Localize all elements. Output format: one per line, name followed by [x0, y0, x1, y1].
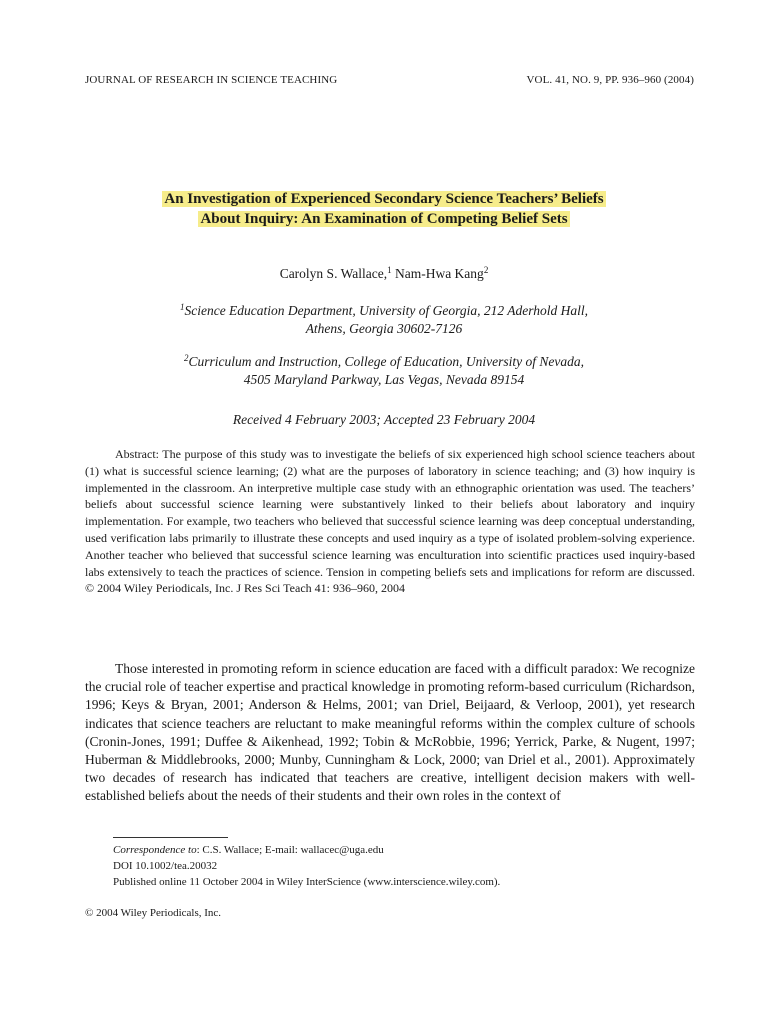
article-title [0, 189, 768, 229]
title-line-2: About Inquiry: An Examination of Competing Belief Sets [200, 211, 568, 227]
running-head [85, 74, 694, 86]
received-dates: Received 4 February 2003; Accepted 23 February 2004 [232, 412, 536, 427]
author-list [0, 266, 768, 282]
affiliation-2-mark: 2 [183, 353, 189, 363]
author-1: Carolyn S. Wallace, [279, 266, 388, 281]
author-2-mark: 2 [483, 265, 489, 275]
affiliation-2-line-1: Curriculum and Instruction, College of Education, University of Nevada, [188, 354, 585, 369]
abstract: Abstract: The purpose of this study was to investigate the beliefs of six experienced high school science teachers about (1) what is successful science learning; (2) what are the purposes of laboratory in science teaching; and (3) how inquiry is implemented in the classroom. An interpretive multiple case study with an ethnographic orientation was used. The teachers’ beliefs about successful science learning were substantively linked to their beliefs about laboratory and inquiry implementation. For example, two teachers who believed that successful science learning was deep conceptual understanding, used verification labs primarily to illustrate these concepts and used inquiry as a type of isolated problem-solving experience. Another teacher who believed that successful science learning was enculturation into scientific practices used inquiry-based labs extensively to teach the practices of science. Tension in competing beliefs sets and implications for reform are discussed. © 2004 Wiley Periodicals, Inc. J Res Sci Teach 41: 936–960, 2004 [85, 447, 695, 596]
body-paragraph: Those interested in promoting reform in science education are faced with a difficult paradox: We recognize the crucial role of teacher expertise and practical knowledge in promoting reform-based curriculum (Richardson, 1996; Keys & Bryan, 2001; Anderson & Helms, 2001; van Driel, Beijaard, & Verloop, 2001), yet research indicates that science teachers are reluctant to make meaningful reforms within the complex culture of schools (Cronin-Jones, 1991; Duffee & Aikenhead, 1992; Tobin & McRobbie, 1996; Yerrick, Parke, & Nugent, 1997; Huberman & Middlebrooks, 2000; Munby, Cunningham & Lock, 2000; van Driel et al., 2001). Approximately two decades of research has indicated that teachers are creative, intelligent decision makers with well-established beliefs about the needs of their students and their own roles in the context of [85, 661, 695, 804]
title-line-1: An Investigation of Experienced Secondary Science Teachers’ Beliefs [164, 191, 604, 207]
affiliation-2-line-2: 4505 Maryland Parkway, Las Vegas, Nevada 89154 [243, 372, 525, 387]
correspondence-text: : C.S. Wallace; E-mail: wallacec@uga.edu [196, 844, 384, 856]
volume-info: VOL. 41, NO. 9, PP. 936–960 (2004) [526, 74, 694, 86]
affiliation-2 [0, 353, 768, 389]
copyright-notice: © 2004 Wiley Periodicals, Inc. [85, 907, 222, 919]
author-1-mark: 1 [387, 265, 392, 275]
author-2: Nam-Hwa Kang [391, 266, 484, 281]
affiliation-1-mark: 1 [179, 302, 185, 312]
correspondence-line [113, 842, 500, 858]
correspondence-label: Correspondence to [113, 844, 197, 856]
affiliation-1-line-2: Athens, Georgia 30602-7126 [305, 321, 463, 336]
footnote-rule [113, 837, 228, 838]
doi-line: DOI 10.1002/tea.20032 [113, 860, 218, 872]
affiliation-1-line-1: Science Education Department, University of Georgia, 212 Aderhold Hall, [184, 303, 589, 318]
published-line: Published online 11 October 2004 in Wiley InterScience (www.interscience.wiley.com). [113, 876, 501, 888]
journal-name: JOURNAL OF RESEARCH IN SCIENCE TEACHING [85, 74, 338, 86]
affiliation-1 [0, 302, 768, 338]
footnotes [113, 842, 500, 890]
